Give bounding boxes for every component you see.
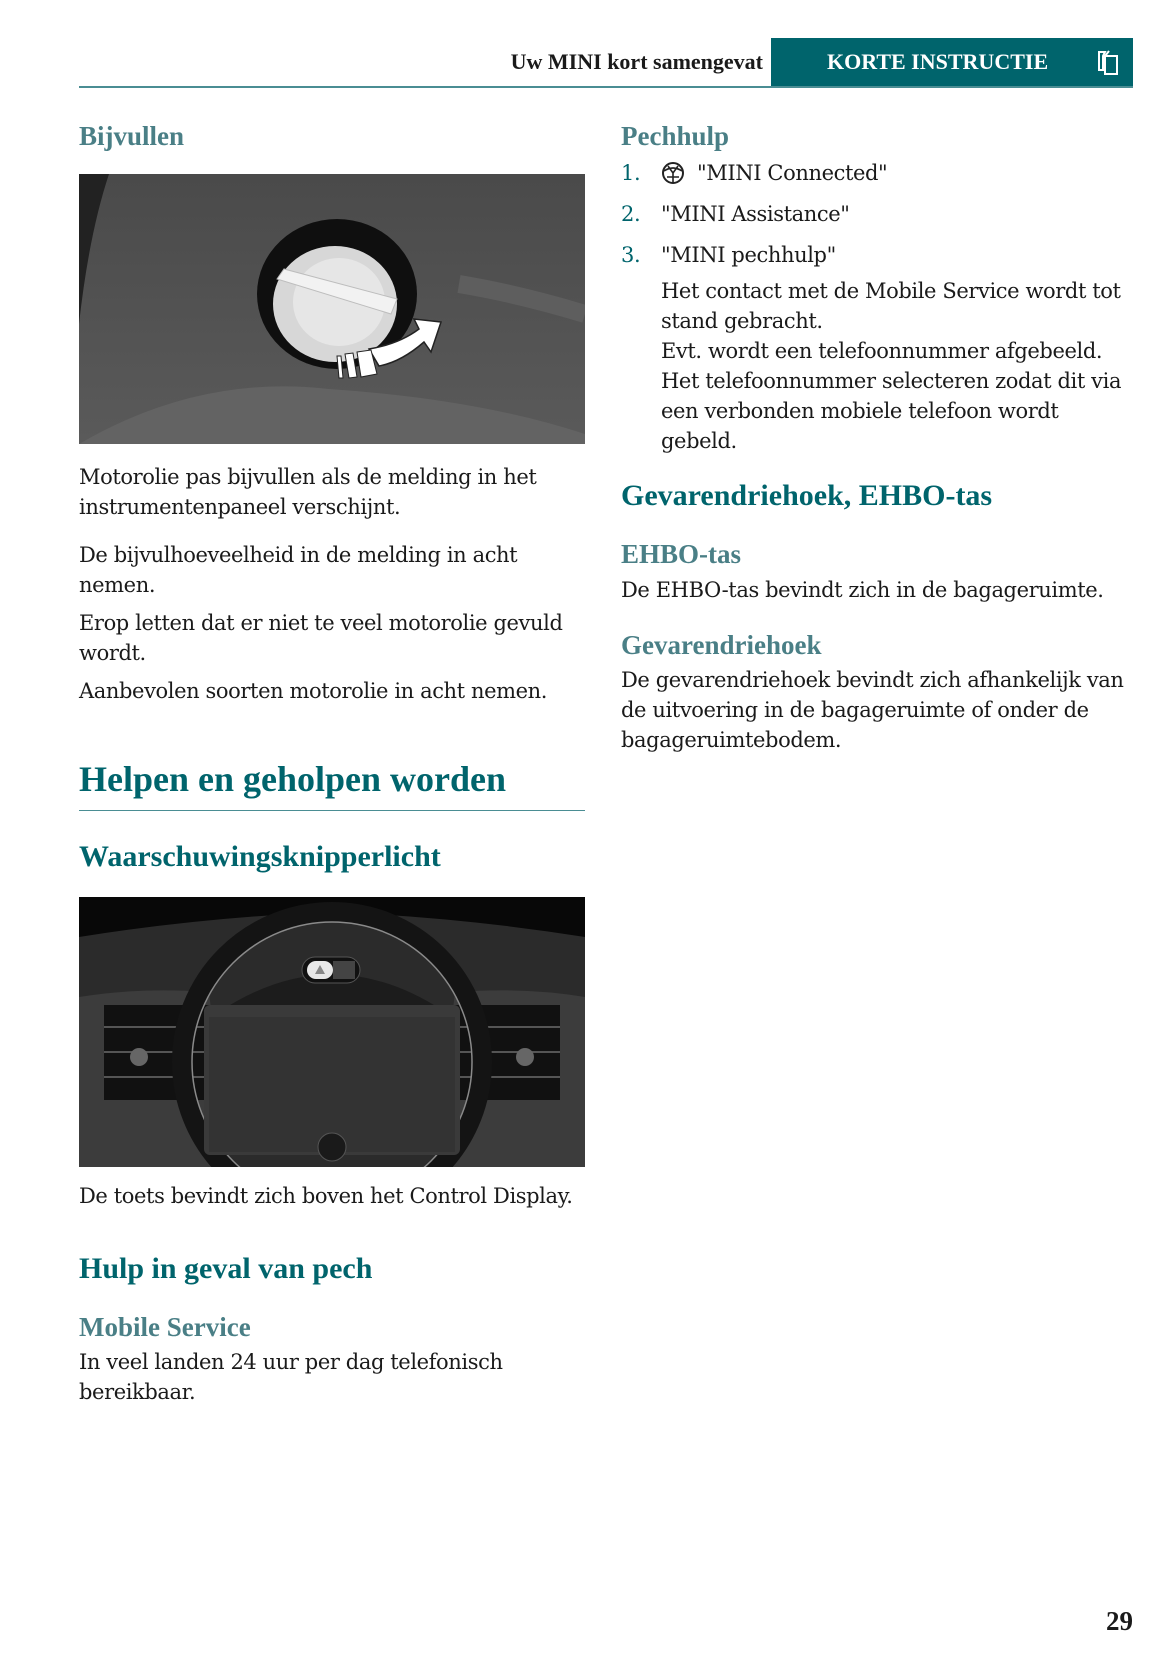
hazard-paragraph: De toets bevindt zich boven het Control Display. [79,1183,573,1208]
step-item [621,240,1131,270]
step-item [621,158,1131,188]
step-text: "MINI pechhulp" [661,243,836,268]
step-text: "MINI Assistance" [661,202,850,227]
pechhulp-steps [621,158,1131,270]
hazard-figure [79,897,585,1167]
bijvullen-paragraph: Erop letten dat er niet te veel motorolie gevuld wordt. [79,611,563,666]
chapter-tab [771,38,1133,86]
bijvullen-paragraph: De bijvulhoeveelheid in de melding in acht nemen. [79,543,518,598]
ehbo-heading: EHBO-tas [621,539,742,570]
page-header [79,38,1133,88]
ehbo-paragraph: De EHBO-tas bevindt zich in de bagageruimte. [621,577,1104,602]
oil-filler-illustration [79,174,585,444]
step-text: "MINI Connected" [697,161,888,186]
step-number: 3. [621,243,641,268]
triangle-heading: Gevarendriehoek [621,629,822,660]
hazard-heading: Waarschuwingsknipperlicht [79,839,441,873]
step-note: Het contact met de Mobile Service wordt tot stand gebracht. [661,279,1121,334]
step-number: 2. [621,202,641,227]
bijvullen-paragraph: Motorolie pas bijvullen als de melding in het instrumentenpaneel verschijnt. [79,465,537,520]
mini-connected-icon [661,161,685,185]
left-column [79,120,585,1407]
bijvullen-heading: Bijvullen [79,121,185,151]
document-copy-icon [1097,50,1119,76]
right-column [621,120,1131,755]
dashboard-illustration [79,897,585,1167]
page-number: 29 [1106,1606,1133,1636]
section-title: Uw MINI kort samengevat [510,49,763,74]
mobile-service-heading: Mobile Service [79,1311,251,1342]
step-item [621,199,1131,229]
step-number: 1. [621,161,641,186]
breakdown-heading: Hulp in geval van pech [79,1251,373,1285]
mobile-service-paragraph: In veel landen 24 uur per dag telefonisch bereikbaar. [79,1349,503,1404]
chapter-title: Helpen en geholpen worden [79,758,585,810]
triangle-ehbo-heading: Gevarendriehoek, EHBO-tas [621,479,993,513]
triangle-paragraph: De gevarendriehoek bevindt zich afhankelijk van de uitvoering in de bagageruimte of onder de bagageruimtebodem. [621,668,1124,753]
step-note: Evt. wordt een telefoonnummer afgebeeld. Het telefoonnummer selecteren zodat dit via een verbonden mobiele telefoon wordt gebeld. [661,339,1122,454]
chapter-tab-label: KORTE INSTRUCTIE [827,49,1049,74]
oil-filler-figure [79,174,585,444]
bijvullen-paragraph: Aanbevolen soorten motorolie in acht nemen. [79,679,548,704]
pechhulp-heading: Pechhulp [621,121,730,151]
